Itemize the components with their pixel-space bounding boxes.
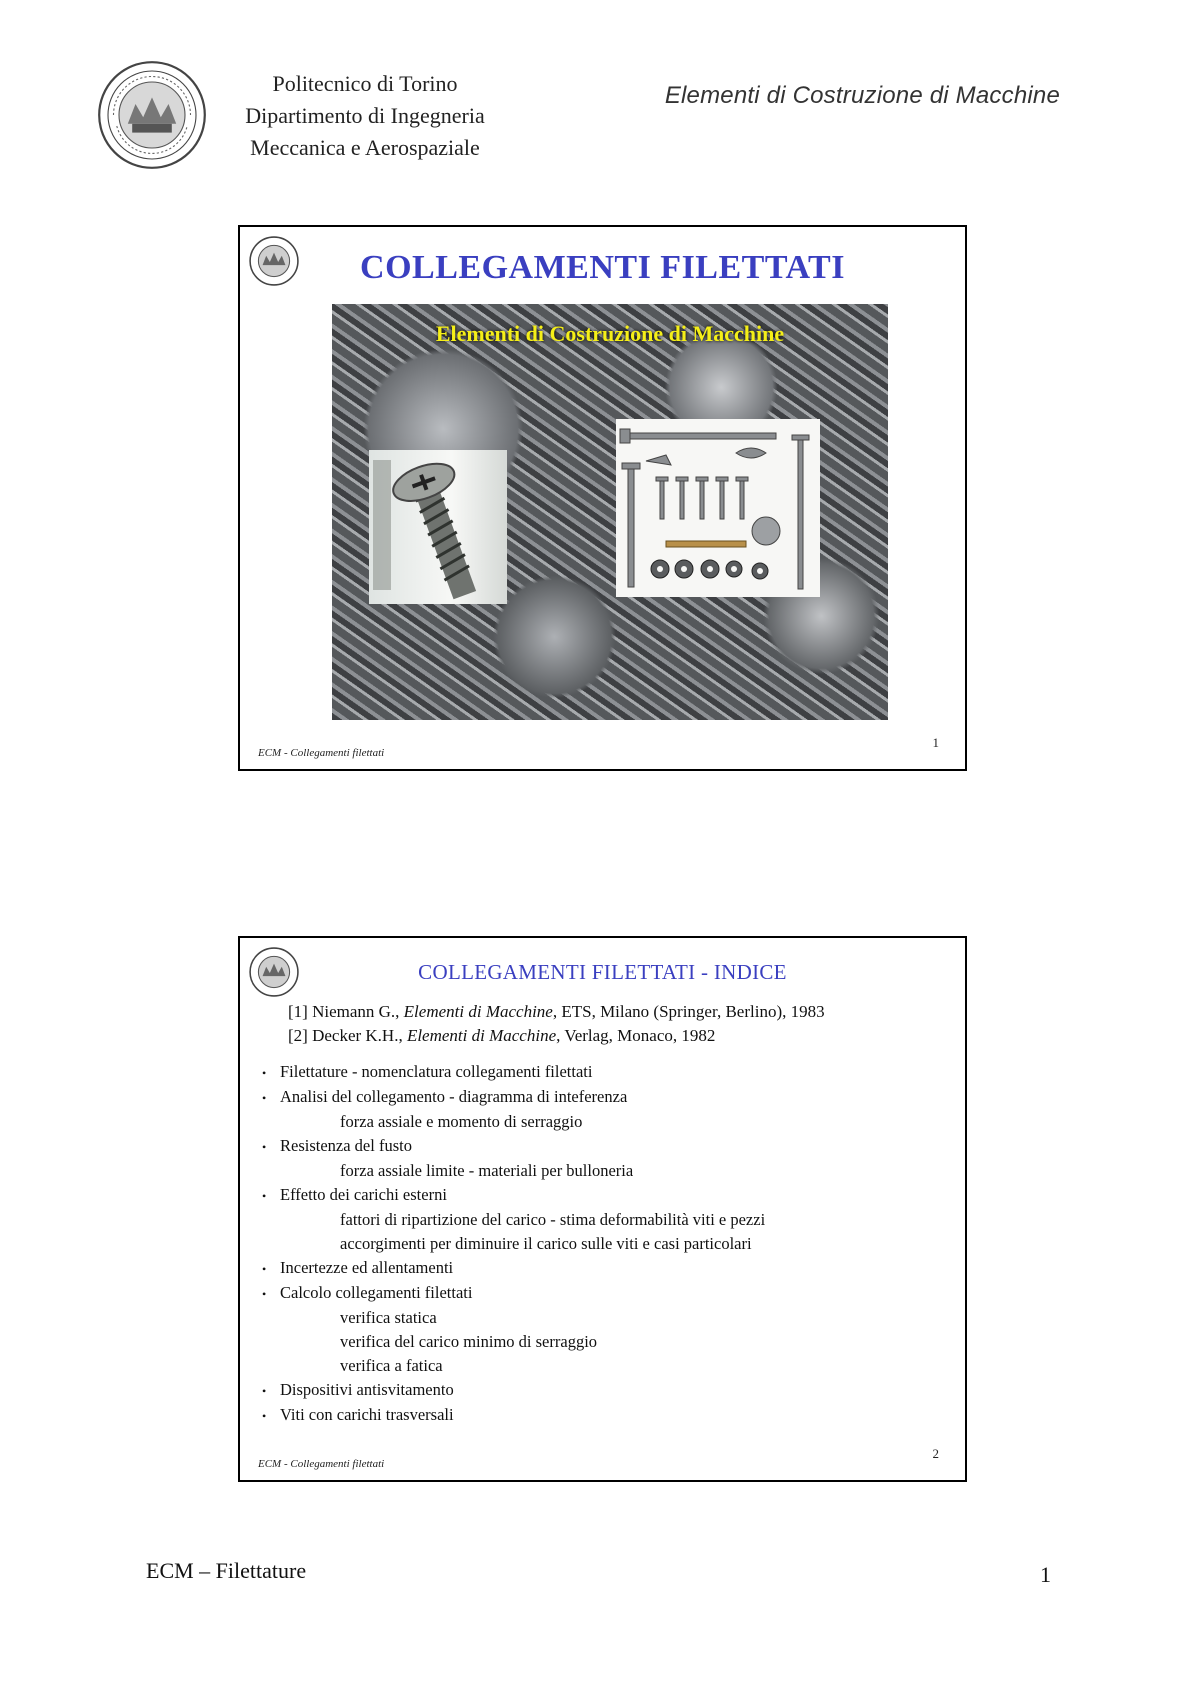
slide-number: 2 (932, 1446, 939, 1461)
institution-line: Politecnico di Torino (272, 71, 458, 96)
slide-footer: ECM - Collegamenti filettati (258, 1458, 385, 1470)
reference-prefix: [1] Niemann G., (288, 1002, 404, 1021)
institution-line: Dipartimento di Ingegneria (245, 103, 485, 128)
toc-subitem: fattori di ripartizione del carico - stima deformabilità viti e pezzi (340, 1210, 766, 1229)
slide-title: COLLEGAMENTI FILETTATI - INDICE (418, 960, 787, 984)
toc-item: • Effetto dei carichi esterni (262, 1183, 765, 1208)
reference-rest: , Verlag, Monaco, 1982 (556, 1026, 716, 1045)
slide-footer: ECM - Collegamenti filettati (258, 747, 385, 759)
slide-2 (238, 936, 967, 1482)
institution-name (210, 68, 520, 164)
toc-subitem: accorgimenti per diminuire il carico sulle viti e casi particolari (340, 1234, 752, 1253)
page-number: 1 (1040, 1562, 1051, 1587)
toc-item: • Dispositivi antisvitamento (262, 1378, 765, 1403)
politecnico-seal-icon (97, 60, 207, 170)
table-of-contents (262, 1060, 765, 1428)
toc-subitem: forza assiale limite - materiali per bulloneria (340, 1161, 634, 1180)
slide-number: 1 (932, 735, 939, 750)
reference-book: Elementi di Macchine (403, 1002, 553, 1021)
toc-item: • Viti con carichi trasversali (262, 1403, 765, 1428)
photo-caption: Elementi di Costruzione di Macchine (435, 321, 785, 346)
reference-item (288, 1002, 825, 1022)
course-title: Elementi di Costruzione di Macchine (664, 82, 1060, 109)
screws-background-photo (332, 304, 888, 720)
toc-subitem: verifica del carico minimo di serraggio (340, 1332, 598, 1351)
slide-title: COLLEGAMENTI FILETTATI (360, 249, 845, 286)
reference-prefix: [2] Decker K.H., (288, 1026, 407, 1045)
toc-subitem: verifica statica (340, 1308, 437, 1327)
reference-item (288, 1026, 715, 1046)
page-footer-title: ECM – Filettature (146, 1558, 307, 1583)
institution-line: Meccanica e Aerospaziale (250, 135, 480, 160)
toc-subitem: verifica a fatica (340, 1356, 443, 1375)
toc-subitem: forza assiale e momento di serraggio (340, 1112, 583, 1131)
reference-book: Elementi di Macchine (406, 1026, 557, 1045)
toc-item: • Calcolo collegamenti filettati (262, 1281, 765, 1306)
reference-rest: , ETS, Milano (Springer, Berlino), 1983 (552, 1002, 825, 1021)
fasteners-assortment-photo (616, 419, 820, 597)
toc-item: • Analisi del collegamento - diagramma di inteferenza (262, 1085, 765, 1110)
slide-1 (238, 225, 967, 771)
toc-item: • Incertezze ed allentamenti (262, 1256, 765, 1281)
screw-closeup-photo (369, 450, 507, 604)
toc-item: • Filettature - nomenclatura collegamenti filettati (262, 1060, 765, 1085)
toc-item: • Resistenza del fusto (262, 1134, 765, 1159)
